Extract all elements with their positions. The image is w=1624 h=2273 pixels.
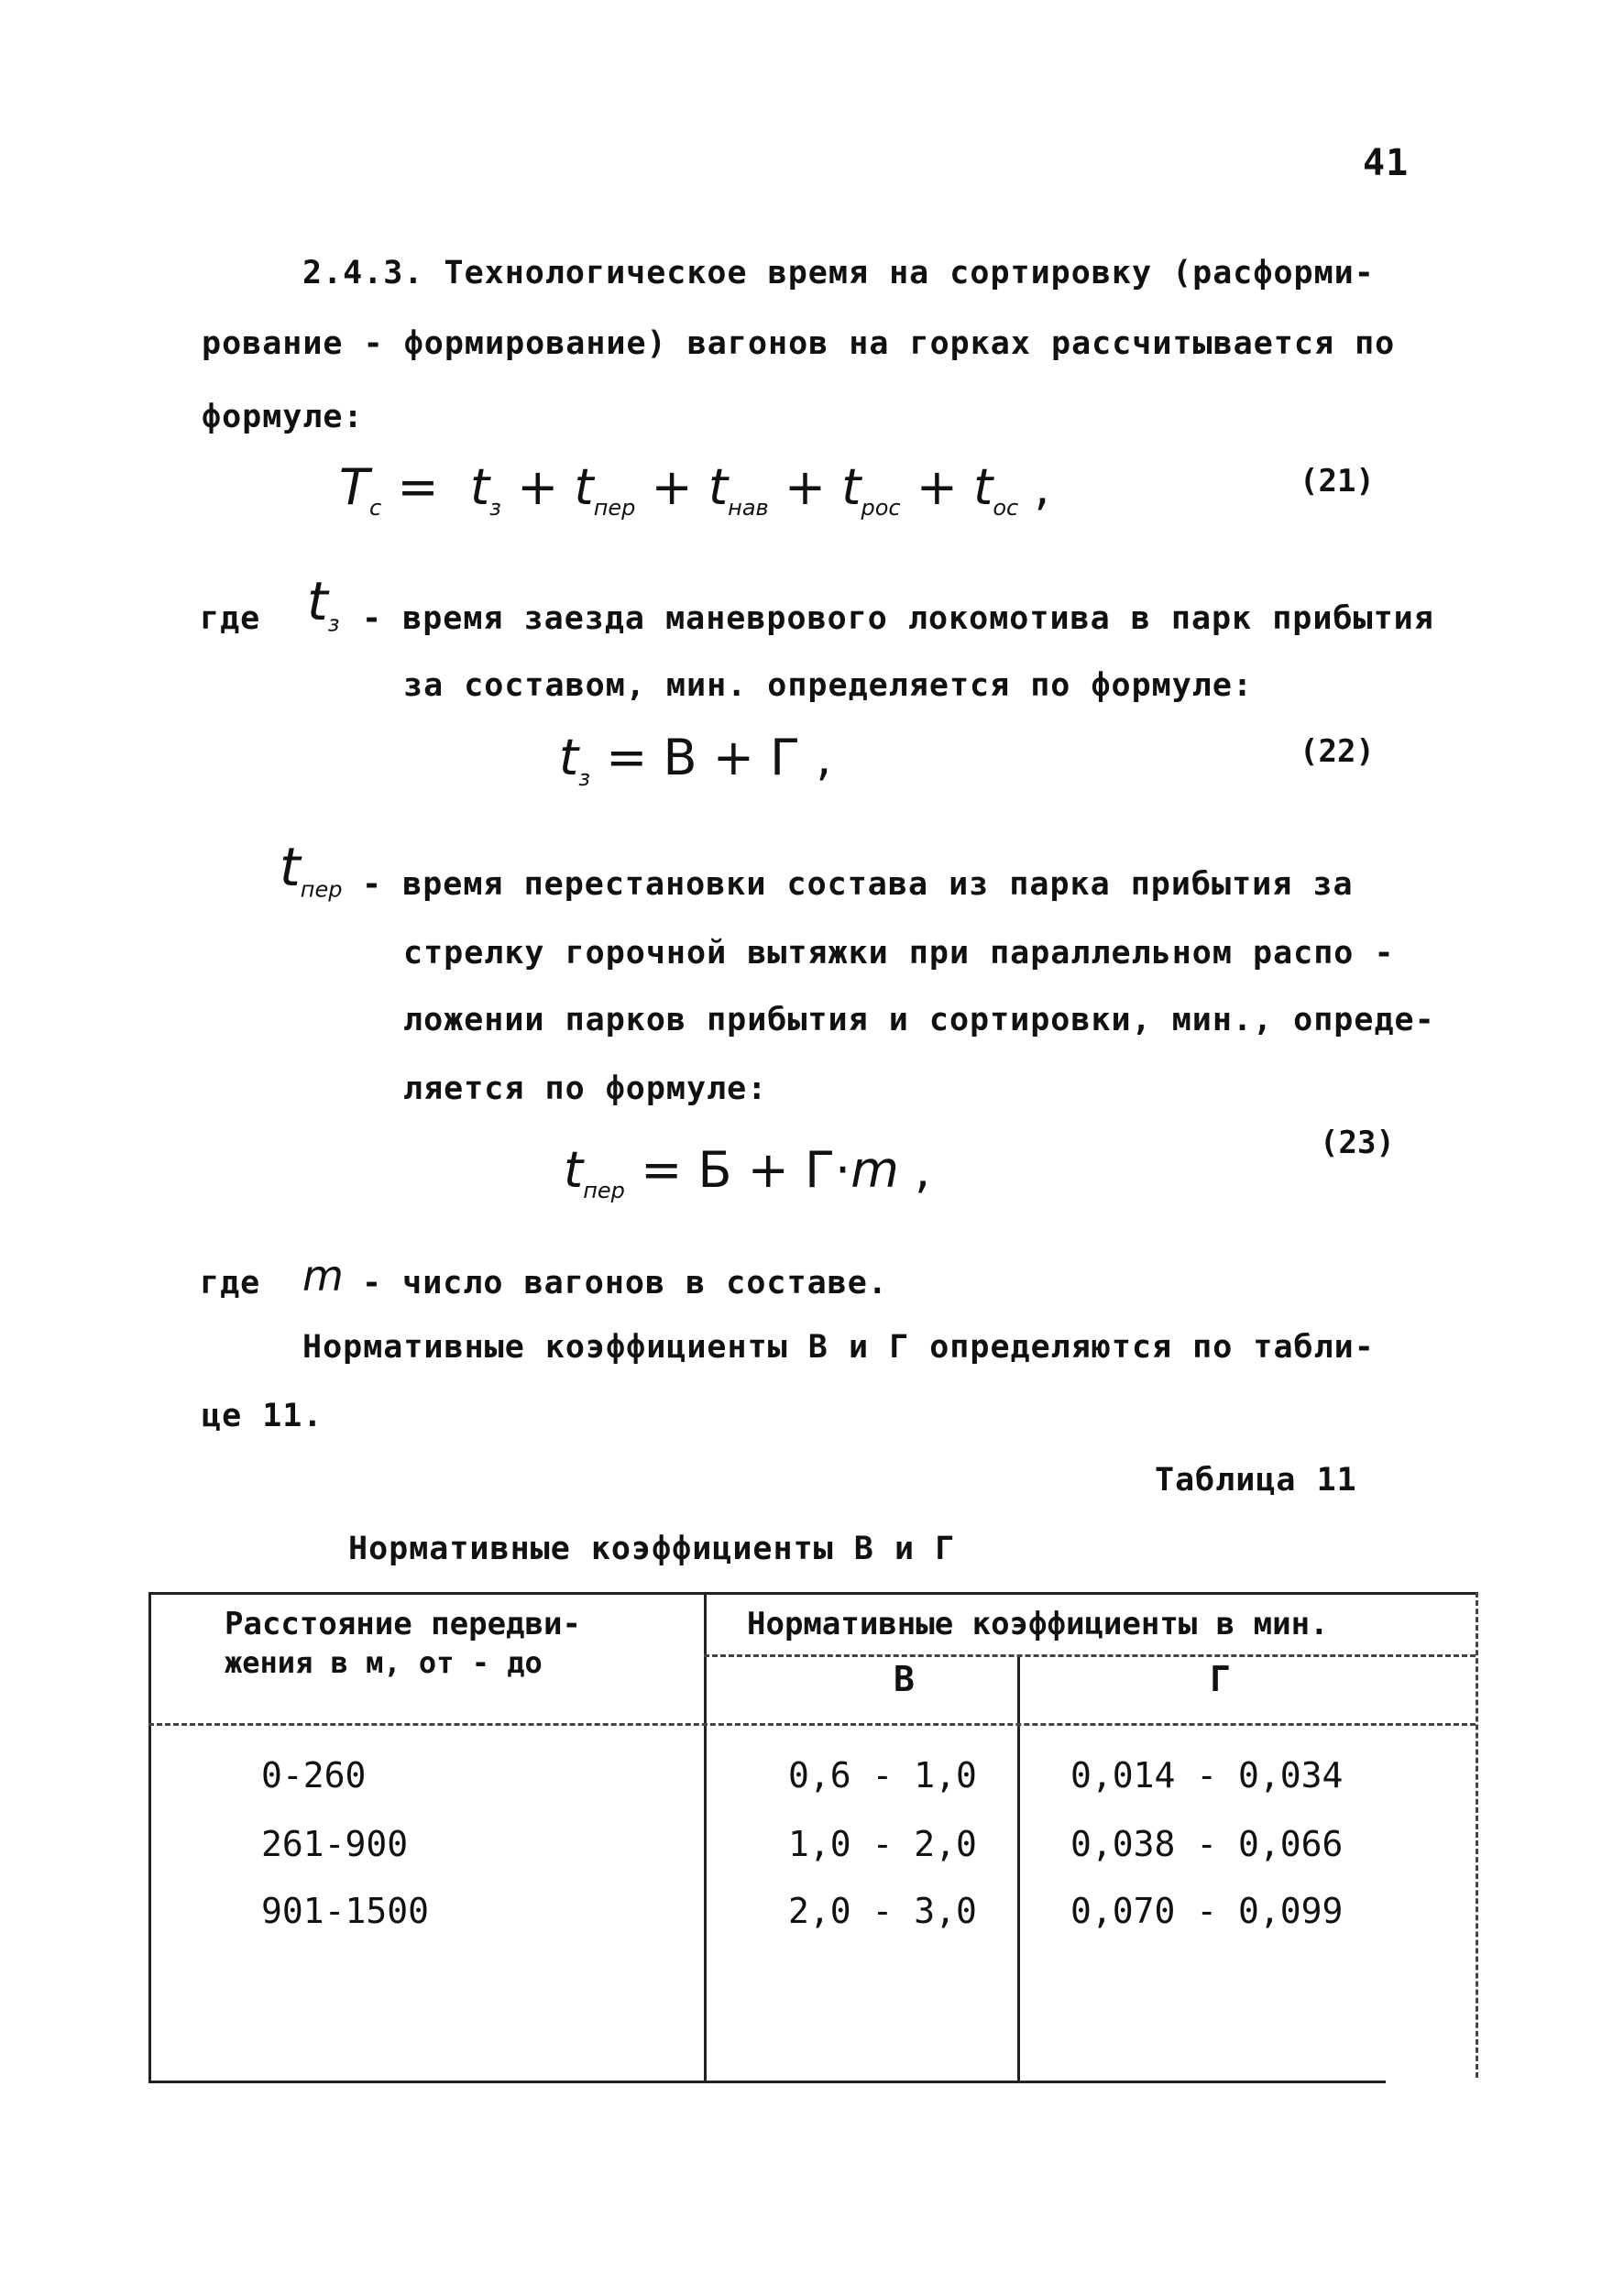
row-3-distance: 901-1500 xyxy=(261,1891,430,1931)
def1-line-2: за составом, мин. определяется по формуле: xyxy=(403,667,1254,704)
page-number: 41 xyxy=(1363,142,1410,184)
def2-line-4: ляется по формуле: xyxy=(403,1071,768,1107)
table-col-divider-1 xyxy=(704,1592,707,2082)
table-title: Нормативные коэффициенты В и Г xyxy=(348,1531,956,1567)
row-1-b: 0,6 - 1,0 xyxy=(788,1755,977,1795)
formula-23: $t_{пер} = Б + Г\cdot m$ , xyxy=(564,1141,931,1203)
table-top-border xyxy=(148,1592,1477,1595)
table-label: Таблица 11 xyxy=(1155,1462,1357,1499)
def3-prefix: где xyxy=(200,1265,261,1301)
col-distance-header-2: жения в м, от - до xyxy=(225,1645,543,1680)
table-header-line xyxy=(148,1723,1476,1726)
section-line-3: формуле: xyxy=(202,399,364,435)
row-3-g: 0,070 - 0,099 xyxy=(1070,1891,1344,1931)
note-line-2: це 11. xyxy=(202,1398,324,1434)
formula-23-number: (23) xyxy=(1320,1125,1395,1161)
row-2-g: 0,038 - 0,066 xyxy=(1070,1824,1344,1864)
table-subheader-line xyxy=(704,1654,1476,1657)
table-bottom-border xyxy=(148,2081,1386,2083)
table-right-border xyxy=(1476,1592,1478,2078)
col-distance-header-1: Расстояние передви- xyxy=(225,1606,581,1642)
def1-var: $t_з$ xyxy=(307,570,340,637)
def2-line-1: - время перестановки состава из парка прибытия за xyxy=(362,866,1354,903)
def2-line-3: ложении парков прибытия и сортировки, мин., опреде- xyxy=(403,1002,1435,1038)
formula-22-number: (22) xyxy=(1300,733,1375,770)
table-col-divider-2 xyxy=(1017,1656,1020,2082)
def2-line-2: стрелку горочной вытяжки при параллельном распо - xyxy=(403,935,1395,972)
def3-text: - число вагонов в составе. xyxy=(362,1265,888,1301)
section-line-1: 2.4.3. Технологическое время на сортировку (расформи- xyxy=(302,255,1375,291)
def1-line-1: - время заезда маневрового локомотива в парк прибытия xyxy=(362,600,1434,637)
formula-21-lhs: T xyxy=(339,458,369,516)
formula-21: $T_c = t_з + t_{пер} + t_{нав} + t_{рос} + t_{ос}$ , xyxy=(339,458,1050,521)
def3-var: m xyxy=(302,1251,344,1301)
def2-var: $t_{пер}$ xyxy=(280,836,343,903)
def1-prefix: где xyxy=(200,600,261,637)
row-3-b: 2,0 - 3,0 xyxy=(788,1891,977,1931)
note-line-1: Нормативные коэффициенты В и Г определяются по табли- xyxy=(302,1329,1375,1366)
coefficients-group-header: Нормативные коэффициенты в мин. xyxy=(747,1606,1329,1642)
row-2-distance: 261-900 xyxy=(261,1824,409,1864)
col-b-header: В xyxy=(894,1659,915,1699)
row-2-b: 1,0 - 2,0 xyxy=(788,1824,977,1864)
section-line-2: рование - формирование) вагонов на горках рассчитывается по xyxy=(202,325,1396,362)
row-1-distance: 0-260 xyxy=(261,1755,367,1795)
col-g-header: Г xyxy=(1210,1659,1231,1699)
formula-21-number: (21) xyxy=(1300,463,1375,500)
table-left-border xyxy=(148,1592,151,2082)
row-1-g: 0,014 - 0,034 xyxy=(1070,1755,1344,1795)
formula-22: $t_з = В + Г$ , xyxy=(559,729,832,791)
